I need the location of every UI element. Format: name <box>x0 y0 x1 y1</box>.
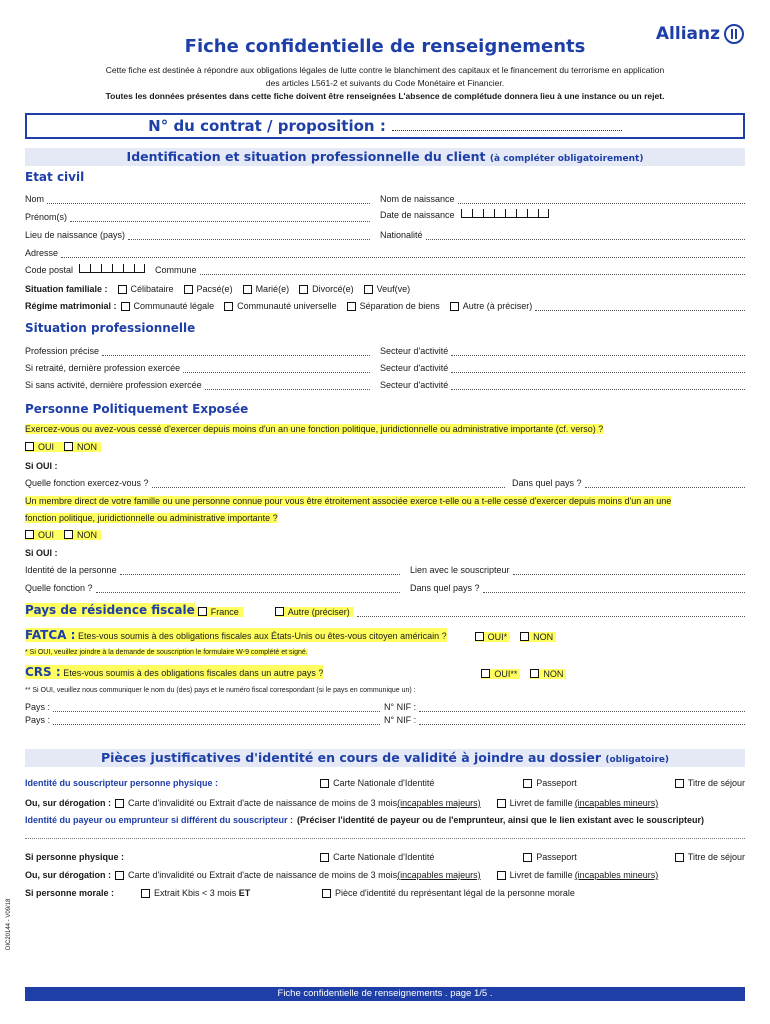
ppe-q2-text-1: Un membre direct de votre famille ou une personne connue pour vous être étroitement associée exerce t-elle ou a t-elle cessé d'exercer depuis moins d'un an une <box>25 496 672 506</box>
derog2-invalidite-label: Carte d'invalidité ou Extrait d'acte de naissance de moins de 3 mois <box>128 870 398 880</box>
nom-naissance-label: Nom de naissance <box>380 194 455 204</box>
autre-regime-checkbox[interactable] <box>450 302 459 311</box>
residence-france-checkbox[interactable] <box>198 607 207 616</box>
crs-label: CRS : <box>25 665 61 679</box>
document-reference: DIC20144 - V09/18 <box>6 898 12 950</box>
nom-naissance-field[interactable] <box>458 196 745 204</box>
secteur-field-1[interactable] <box>451 348 745 356</box>
regime-matrimonial-row <box>25 299 745 311</box>
situation-familiale-row <box>25 282 745 294</box>
autre-regime-field[interactable] <box>535 303 745 311</box>
lien-label: Lien avec le souscripteur <box>410 565 510 575</box>
separation-biens-checkbox[interactable] <box>347 302 356 311</box>
sous-passeport-label: Passeport <box>536 778 577 788</box>
ppe-si-oui-2 <box>25 546 58 558</box>
phys-cni-label: Carte Nationale d'Identité <box>333 852 435 862</box>
celibataire-checkbox[interactable] <box>118 285 127 294</box>
secteur-field-2[interactable] <box>451 365 745 373</box>
crs-pays-row-2 <box>25 713 380 725</box>
section1-note: (à compléter obligatoirement) <box>489 154 644 164</box>
autre-regime-label: Autre (à préciser) <box>462 301 533 311</box>
prenoms-row <box>25 210 370 222</box>
divorce-label: Divorcé(e) <box>312 284 354 294</box>
crs-row <box>25 664 745 679</box>
residence-autre-checkbox[interactable] <box>275 607 284 616</box>
sous-cni-label: Carte Nationale d'Identité <box>333 778 435 788</box>
derogation-row-1 <box>25 796 745 808</box>
fatca-note: * Si OUI, veuillez joindre à la demande de souscription le formulaire W-9 complété et signé. <box>25 649 308 656</box>
derog2-livret-note: (incapables mineurs) <box>574 870 659 880</box>
regime-label: Régime matrimonial : <box>25 301 117 311</box>
lieu-naissance-field[interactable] <box>128 232 370 240</box>
communaute-universelle-label: Communauté universelle <box>237 301 337 311</box>
intro-line-1: Cette fiche est destinée à répondre aux obligations légales de lutte contre le blanchiment des capitaux et le financement du terrorisme en application <box>105 65 665 75</box>
brand-name: Allianz <box>655 24 720 44</box>
derog1-livret-note: (incapables mineurs) <box>574 798 659 808</box>
sous-titre-label: Titre de séjour <box>687 778 746 788</box>
retraite-row <box>25 361 370 373</box>
quelle-fonction-label: Quelle fonction ? <box>25 583 93 593</box>
fonction-exercez-label: Quelle fonction exercez-vous ? <box>25 478 149 488</box>
fatca-non-label: NON <box>533 632 554 642</box>
intro-bold: Toutes les données présentes dans cette fiche doivent être renseignées L'absence de complétude donnera lieu à une instance ou un rejet. <box>105 91 665 101</box>
pacse-label: Pacsé(e) <box>196 284 233 294</box>
residence-row <box>25 601 745 617</box>
derog1-livret-checkbox[interactable] <box>497 799 506 808</box>
payeur-field[interactable] <box>25 838 745 839</box>
date-naissance-row <box>380 208 600 220</box>
pays-label-1: Dans quel pays ? <box>512 478 582 488</box>
crs-pays-label-1: Pays : <box>25 702 51 712</box>
ppe-q2-answers <box>25 528 101 540</box>
crs-non-label: NON <box>543 669 564 679</box>
situation-familiale-label: Situation familiale : <box>25 284 108 294</box>
commune-field[interactable] <box>200 267 745 275</box>
prenoms-field[interactable] <box>70 214 370 222</box>
ppe-q1-oui-label: OUI <box>38 442 55 452</box>
ppe-q2-oui-label: OUI <box>38 530 55 540</box>
crs-non-checkbox[interactable] <box>530 669 539 678</box>
residence-france-label: France <box>210 607 239 617</box>
phys-cni-checkbox[interactable] <box>320 853 329 862</box>
celibataire-label: Célibataire <box>130 284 174 294</box>
marie-checkbox[interactable] <box>243 285 252 294</box>
nom-naissance-row <box>380 192 745 204</box>
intro-line-2: des articles L561-2 et suivants du Code Monétaire et Financier. <box>265 78 505 88</box>
sans-activite-field[interactable] <box>205 382 370 390</box>
communaute-legale-checkbox[interactable] <box>121 302 130 311</box>
crs-oui-label: OUI** <box>494 669 518 679</box>
date-naissance-field[interactable] <box>461 209 549 220</box>
derog1-invalidite-label: Carte d'invalidité ou Extrait d'acte de naissance de moins de 3 mois <box>128 798 398 808</box>
identite-field[interactable] <box>120 567 400 575</box>
payeur-note: (Préciser l'identité de payeur ou de l'emprunteur, ainsi que le lien existant avec le souscripteur) <box>297 815 704 825</box>
representant-checkbox[interactable] <box>322 889 331 898</box>
kbis-et: ET <box>238 888 251 898</box>
crs-question: Etes-vous soumis à des obligations fiscales dans un autre pays ? <box>63 668 324 678</box>
situation-pro-heading: Situation professionnelle <box>25 321 196 335</box>
derog1-invalidite-checkbox[interactable] <box>115 799 124 808</box>
ppe-q1-text: Exercez-vous ou avez-vous cessé d'exercer depuis moins d'un an une fonction politique, juridictionnelle ou administrative importante (cf. verso) ? <box>25 424 604 434</box>
ppe-q1-non-label: NON <box>77 442 98 452</box>
derog2-invalidite-note: (incapables majeurs) <box>397 870 481 880</box>
residence-autre-field[interactable] <box>357 609 745 617</box>
derog2-invalidite-checkbox[interactable] <box>115 871 124 880</box>
phys-titre-label: Titre de séjour <box>687 852 746 862</box>
identite-label: Identité de la personne <box>25 565 117 575</box>
ppe-q1-answers <box>25 440 101 452</box>
separation-biens-label: Séparation de biens <box>359 301 440 311</box>
prenoms-label: Prénom(s) <box>25 212 68 222</box>
page-footer: Fiche confidentielle de renseignements . page 1/5 . <box>25 987 745 1001</box>
page-title: Fiche confidentielle de renseignements <box>184 36 586 57</box>
lien-field[interactable] <box>513 567 745 575</box>
contract-number-field[interactable] <box>392 121 622 131</box>
profession-label: Profession précise <box>25 346 100 356</box>
sous-titre-checkbox[interactable] <box>675 779 684 788</box>
secteur-label-3: Secteur d'activité <box>380 380 449 390</box>
fatca-note-row <box>25 644 308 656</box>
profession-row <box>25 344 370 356</box>
personne-morale-row <box>25 886 745 898</box>
sous-passeport-checkbox[interactable] <box>523 779 532 788</box>
ppe-heading: Personne Politiquement Exposée <box>25 402 249 416</box>
fatca-row <box>25 627 745 642</box>
sous-cni-checkbox[interactable] <box>320 779 329 788</box>
nom-field[interactable] <box>47 196 370 204</box>
nom-row <box>25 192 370 204</box>
ppe-q1-row <box>25 422 603 434</box>
code-postal-field[interactable] <box>79 264 145 275</box>
pays-field-1[interactable] <box>585 480 745 488</box>
communaute-universelle-checkbox[interactable] <box>224 302 233 311</box>
representant-label: Pièce d'identité du représentant légal de la personne morale <box>335 888 575 898</box>
fatca-question: Etes-vous soumis à des obligations fiscales aux États-Unis ou êtes-vous citoyen américain ? <box>77 631 447 641</box>
crs-nif-row-1 <box>384 700 745 712</box>
fonction-exercez-field[interactable] <box>152 480 505 488</box>
ppe-q2-non-checkbox[interactable] <box>64 530 73 539</box>
date-naissance-label: Date de naissance <box>380 210 455 220</box>
lien-row <box>410 563 745 575</box>
crs-oui-checkbox[interactable] <box>481 669 490 678</box>
secteur-label-2: Secteur d'activité <box>380 363 449 373</box>
derog2-livret-checkbox[interactable] <box>497 871 506 880</box>
sans-activite-row <box>25 378 370 390</box>
crs-nif-label-1: N° NIF : <box>384 702 417 712</box>
identite-row <box>25 563 400 575</box>
etat-civil-heading: Etat civil <box>25 170 85 184</box>
crs-note-row <box>25 682 416 694</box>
fatca-label: FATCA : <box>25 628 76 642</box>
code-postal-row <box>25 263 745 275</box>
kbis-checkbox[interactable] <box>141 889 150 898</box>
souscripteur-row <box>25 776 745 788</box>
ppe-q2-line1 <box>25 494 671 506</box>
intro-text <box>60 64 710 103</box>
ppe-si-oui-label-2: Si OUI : <box>25 548 58 558</box>
ppe-q2-text-2: fonction politique, juridictionnelle ou administrative importante ? <box>25 513 278 523</box>
nom-label: Nom <box>25 194 45 204</box>
phys-passeport-checkbox[interactable] <box>523 853 532 862</box>
souscripteur-label: Identité du souscripteur personne physique : <box>25 778 219 788</box>
section-pieces <box>25 749 745 767</box>
phys-titre-checkbox[interactable] <box>675 853 684 862</box>
fonction-exercez-row <box>25 476 505 488</box>
kbis-label: Extrait Kbis < 3 mois <box>154 888 239 898</box>
fatca-non-checkbox[interactable] <box>520 632 529 641</box>
crs-pays-field-2[interactable] <box>53 717 380 725</box>
marie-label: Marié(e) <box>255 284 290 294</box>
nationalite-field[interactable] <box>426 232 745 240</box>
ppe-q1-non-checkbox[interactable] <box>64 442 73 451</box>
ppe-q2-oui-checkbox[interactable] <box>25 530 34 539</box>
crs-pays-field-1[interactable] <box>53 704 380 712</box>
section1-title: Identification et situation professionnelle du client <box>126 149 486 164</box>
section-identification <box>25 148 745 166</box>
secteur-row-3 <box>380 378 745 390</box>
adresse-row <box>25 246 745 258</box>
crs-pays-row-1 <box>25 700 380 712</box>
crs-nif-label-2: N° NIF : <box>384 715 417 725</box>
ppe-q2-non-label: NON <box>77 530 98 540</box>
lieu-naissance-label: Lieu de naissance (pays) <box>25 230 126 240</box>
nationalite-label: Nationalité <box>380 230 423 240</box>
divorce-checkbox[interactable] <box>299 285 308 294</box>
derog2-livret-label: Livret de famille <box>509 870 573 880</box>
ppe-q2-line2 <box>25 511 278 523</box>
crs-nif-field-2[interactable] <box>419 717 745 725</box>
si-morale-label: Si personne morale : <box>25 888 115 898</box>
payeur-row <box>25 813 745 825</box>
quelle-fonction-row <box>25 581 400 593</box>
veuf-label: Veuf(ve) <box>376 284 411 294</box>
secteur-row-1 <box>380 344 745 356</box>
fatca-oui-checkbox[interactable] <box>475 632 484 641</box>
derogation-row-2 <box>25 868 745 880</box>
retraite-label: Si retraité, dernière profession exercée <box>25 363 181 373</box>
profession-field[interactable] <box>102 348 370 356</box>
quelle-fonction-field[interactable] <box>96 585 400 593</box>
lieu-naissance-row <box>25 228 370 240</box>
pays-label-2: Dans quel pays ? <box>410 583 480 593</box>
section2-title: Pièces justificatives d'identité en cours de validité à joindre au dossier <box>100 750 602 765</box>
contract-number-box <box>25 113 745 139</box>
crs-nif-field-1[interactable] <box>419 704 745 712</box>
sans-activite-label: Si sans activité, dernière profession exercée <box>25 380 202 390</box>
commune-label: Commune <box>155 265 197 275</box>
pacse-checkbox[interactable] <box>184 285 193 294</box>
adresse-label: Adresse <box>25 248 59 258</box>
ppe-si-oui-label-1: Si OUI : <box>25 461 58 471</box>
adresse-field[interactable] <box>61 250 745 258</box>
retraite-field[interactable] <box>183 365 370 373</box>
pays-row-2 <box>410 581 745 593</box>
derog1-livret-label: Livret de famille <box>509 798 573 808</box>
personne-physique-row <box>25 850 745 862</box>
phys-passeport-label: Passeport <box>536 852 577 862</box>
veuf-checkbox[interactable] <box>364 285 373 294</box>
nationalite-row <box>380 228 745 240</box>
si-physique-label: Si personne physique : <box>25 852 125 862</box>
crs-pays-label-2: Pays : <box>25 715 51 725</box>
contract-label: N° du contrat / proposition : <box>148 117 386 135</box>
fatca-oui-label: OUI* <box>487 632 508 642</box>
pays-row-1 <box>512 476 745 488</box>
derogation-label-1: Ou, sur dérogation : <box>25 798 112 808</box>
code-postal-label: Code postal <box>25 265 74 275</box>
payeur-label: Identité du payeur ou emprunteur si différent du souscripteur : <box>25 815 294 825</box>
ppe-si-oui-1 <box>25 459 58 471</box>
residence-autre-label: Autre (préciser) <box>287 607 350 617</box>
secteur-label-1: Secteur d'activité <box>380 346 449 356</box>
secteur-field-3[interactable] <box>451 382 745 390</box>
communaute-legale-label: Communauté légale <box>133 301 215 311</box>
derog1-invalidite-note: (incapables majeurs) <box>397 798 481 808</box>
crs-nif-row-2 <box>384 713 745 725</box>
ppe-q1-oui-checkbox[interactable] <box>25 442 34 451</box>
secteur-row-2 <box>380 361 745 373</box>
derogation-label-2: Ou, sur dérogation : <box>25 870 112 880</box>
crs-note: ** Si OUI, veuillez nous communiquer le nom du (des) pays et le numéro fiscal correspondant (si le pays en communique un) : <box>25 687 416 694</box>
section2-note: (obligatoire) <box>605 755 670 765</box>
residence-label: Pays de résidence fiscale <box>25 603 195 617</box>
pays-field-2[interactable] <box>483 585 745 593</box>
